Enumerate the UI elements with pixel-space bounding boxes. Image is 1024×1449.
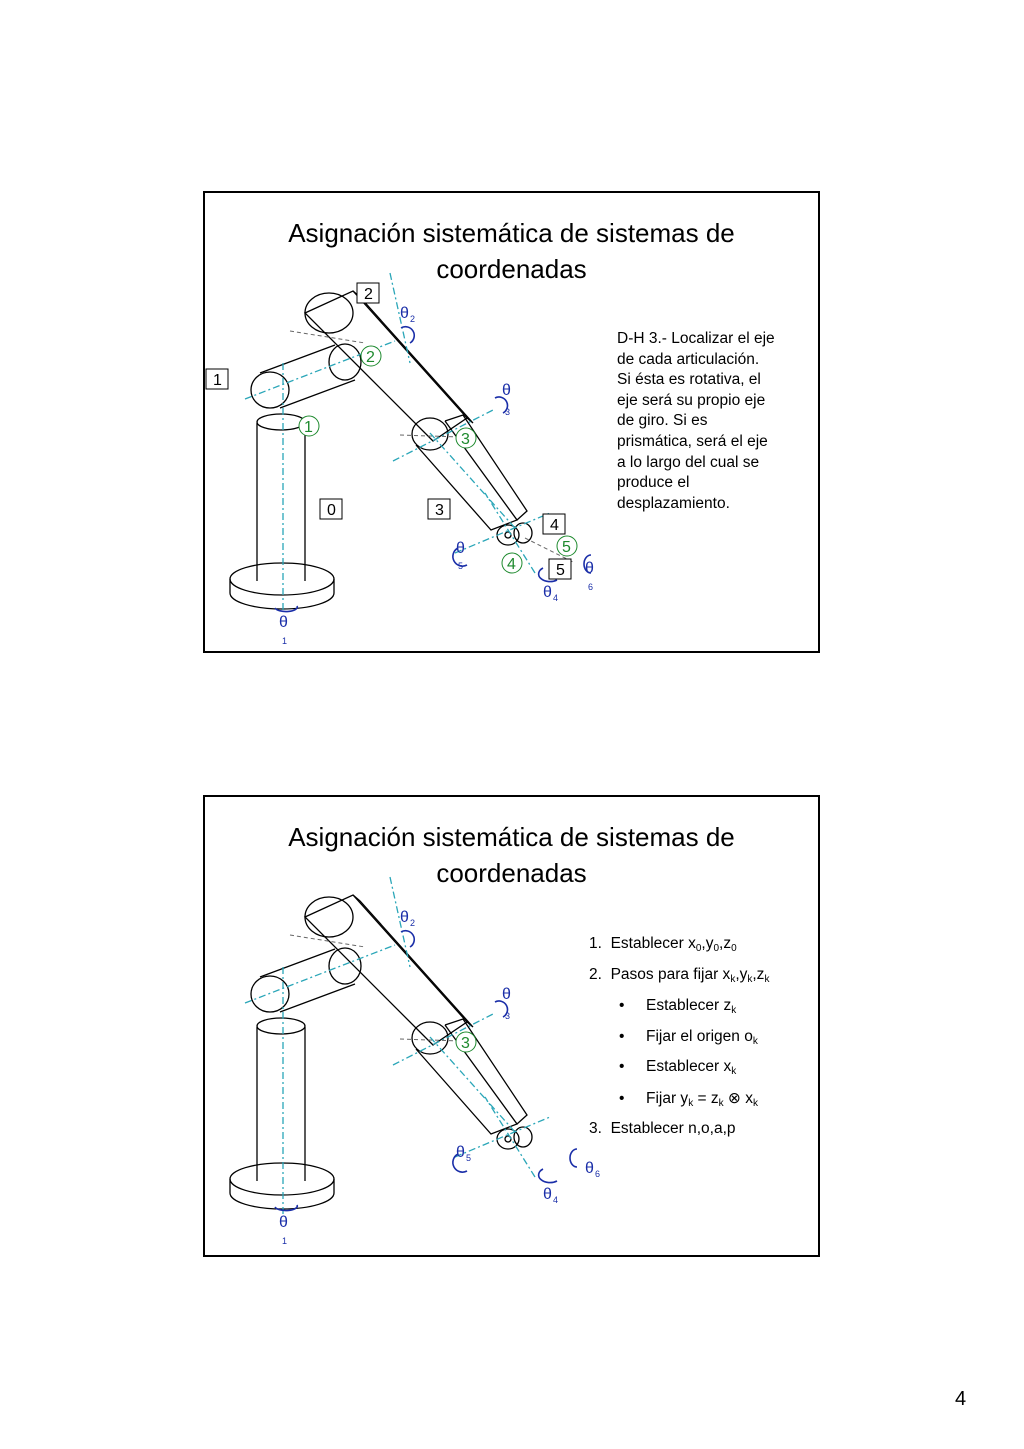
slide-2-title-line1: Asignación sistemática de sistemas de <box>288 822 735 852</box>
description-line: a lo largo del cual se <box>617 453 760 471</box>
dh3-description <box>617 329 813 514</box>
theta4-subscript: 4 <box>553 1195 559 1205</box>
step-text: Establecer x <box>610 935 696 952</box>
subscript: 0 <box>695 943 702 954</box>
theta6-subscript: 6 <box>588 582 594 592</box>
step-2-bullet-4 <box>619 1089 758 1109</box>
theta3-subscript: 3 <box>505 407 511 417</box>
subscript: k <box>731 1005 737 1016</box>
step-2-bullet-2 <box>619 1028 758 1047</box>
description-line: D-H 3.- Localizar el eje <box>617 330 775 347</box>
subscript: 0 <box>713 943 720 954</box>
description-line: de cada articulación. <box>617 350 760 368</box>
subscript: k <box>688 1098 694 1109</box>
joint-label-3: 3 <box>461 1035 470 1052</box>
subscript: 0 <box>731 943 737 954</box>
bullet-icon: • <box>619 1090 625 1107</box>
step-number: 1. <box>589 935 602 952</box>
theta1-symbol: θ <box>279 614 288 631</box>
link-label-3: 3 <box>435 502 444 519</box>
page-number: 4 <box>955 1388 967 1410</box>
link-label-0: 0 <box>327 502 336 519</box>
bullet-text: Fijar el origen o <box>645 1028 753 1045</box>
slide-2-title-line2: coordenadas <box>436 858 587 888</box>
step-3 <box>589 1120 736 1138</box>
slide-1 <box>203 191 820 653</box>
bullet-text: Establecer z <box>645 997 732 1014</box>
description-line: desplazamiento. <box>617 494 730 512</box>
robot-arm-diagram-2 <box>205 797 818 1255</box>
bullet-icon: • <box>619 1058 625 1075</box>
description-line: eje será su propio eje <box>617 391 766 409</box>
theta1-subscript: 1 <box>282 1236 288 1246</box>
link-label-2: 2 <box>364 286 373 303</box>
description-line: produce el <box>617 474 690 492</box>
theta3-subscript: 3 <box>505 1011 511 1021</box>
theta3-symbol: θ <box>502 986 511 1003</box>
bullet-text: Establecer x <box>645 1058 732 1075</box>
joint-label-2: 2 <box>366 349 375 366</box>
subscript: k <box>730 974 736 985</box>
step-text: ,z <box>719 935 732 952</box>
description-line: prismática, será el eje <box>617 432 768 450</box>
theta1-symbol: θ <box>279 1214 288 1231</box>
theta4-symbol: θ <box>543 1186 552 1203</box>
step-number: 3. <box>589 1120 602 1137</box>
joint-label-3: 3 <box>461 431 470 448</box>
theta2-symbol: θ <box>400 305 409 322</box>
joint-label-5: 5 <box>562 539 571 556</box>
theta2-subscript: 2 <box>410 918 416 928</box>
link-label-1: 1 <box>213 372 222 389</box>
subscript: k <box>718 1098 724 1109</box>
description-line: de giro. Si es <box>617 412 708 430</box>
joint-label-1: 1 <box>304 419 313 436</box>
step-2-bullet-3 <box>619 1058 736 1077</box>
subscript: k <box>752 1098 758 1109</box>
step-2 <box>589 966 769 985</box>
step-text: ,z <box>752 966 765 983</box>
joint-label-4: 4 <box>507 556 516 573</box>
link-label-4: 4 <box>550 517 559 534</box>
step-text: ,y <box>701 935 714 952</box>
theta5-symbol: θ <box>456 1144 465 1161</box>
bullet-icon: • <box>619 997 625 1014</box>
theta5-subscript: 5 <box>458 561 464 571</box>
subscript: k <box>747 974 753 985</box>
description-line: Si ésta es rotativa, el <box>617 371 761 389</box>
theta1-subscript: 1 <box>282 636 288 646</box>
step-number: 2. <box>589 966 602 983</box>
bullet-icon: • <box>619 1028 625 1045</box>
subscript: k <box>764 974 770 985</box>
theta5-symbol: θ <box>456 540 465 557</box>
slide-1-title-line2: coordenadas <box>436 254 587 284</box>
subscript: k <box>731 1066 737 1077</box>
bullet-text: = z <box>693 1090 719 1107</box>
theta6-symbol: θ <box>585 1160 594 1177</box>
slide-1-title-line1: Asignación sistemática de sistemas de <box>288 218 735 248</box>
theta6-subscript: 6 <box>595 1169 601 1179</box>
step-2-bullet-1 <box>619 997 736 1016</box>
step-text: Pasos para fijar x <box>610 966 731 983</box>
theta6-symbol: θ <box>585 560 594 577</box>
theta4-symbol: θ <box>543 584 552 601</box>
step-1 <box>589 935 737 954</box>
theta5-subscript: 5 <box>466 1153 472 1163</box>
bullet-text: Fijar y <box>645 1090 689 1107</box>
subscript: k <box>752 1036 758 1047</box>
theta3-symbol: θ <box>502 382 511 399</box>
theta2-subscript: 2 <box>410 314 416 324</box>
bullet-text: ⊗ x <box>723 1090 753 1107</box>
theta4-subscript: 4 <box>553 593 559 603</box>
link-label-5: 5 <box>556 562 565 579</box>
theta2-symbol: θ <box>400 909 409 926</box>
slide-2 <box>203 795 820 1257</box>
step-text: Establecer n,o,a,p <box>610 1120 736 1137</box>
step-text: ,y <box>735 966 748 983</box>
